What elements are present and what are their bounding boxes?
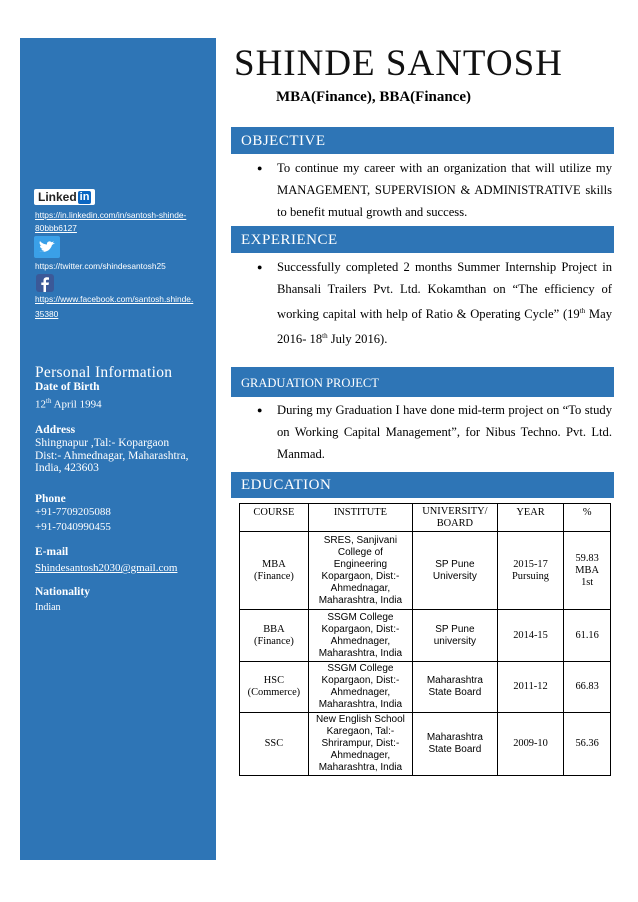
- institute-cell: New English School Karegaon, Tal:- Shrirampur, Dist:- Ahmednager, Maharashtra, India: [308, 713, 412, 776]
- linkedin-icon: in: [79, 190, 90, 203]
- education-table: [239, 503, 611, 776]
- candidate-degree: MBA(Finance), BBA(Finance): [276, 89, 471, 105]
- year-cell: 2014-15: [497, 610, 564, 662]
- table-header-row: [240, 504, 611, 532]
- candidate-name: SHINDE SANTOSH: [234, 43, 563, 84]
- education-heading: EDUCATION: [241, 477, 332, 493]
- year-cell: 2009-10: [497, 713, 564, 776]
- institute-cell: SRES, Sanjivani College of Engineering Kopargaon, Dist:- Ahmednagar, Maharashtra, India: [308, 532, 412, 610]
- board-cell: SP Pune university: [413, 610, 498, 662]
- graduation-paragraph: ● During my Graduation I have done mid-term project on “To study on Working Capital Management”, for Nibus Techno. Pvt. Ltd. Manmad.: [257, 399, 612, 465]
- header-course: COURSE: [240, 504, 309, 532]
- address-label: Address: [35, 424, 76, 436]
- experience-heading: EXPERIENCE: [241, 232, 338, 248]
- experience-paragraph: ● Successfully completed 2 months Summer Internship Project in Bhansali Trailers Pvt. Ltd. Kokamthan on “The efficiency of working capital with help of Ratio & Operating Cycle” (19th May 2016- 18th July 2016).: [257, 256, 612, 350]
- email-link[interactable]: Shindesantosh2030@gmail.com: [35, 562, 178, 574]
- bullet-icon: ●: [257, 163, 263, 173]
- twitter-link[interactable]: https://twitter.com/shindesantosh25: [35, 261, 166, 271]
- table-row: [240, 532, 611, 610]
- institute-cell: SSGM College Kopargaon, Dist:- Ahmednager, Maharashtra, India: [308, 610, 412, 662]
- nationality-label: Nationality: [35, 586, 90, 598]
- percent-cell: 59.83 MBA 1st: [564, 532, 611, 610]
- graduation-heading-bar: [231, 367, 614, 397]
- email-label: E-mail: [35, 546, 69, 558]
- linkedin-logo[interactable]: [34, 188, 95, 206]
- bullet-icon: ●: [257, 262, 263, 272]
- table-row: [240, 610, 611, 662]
- sidebar: [20, 38, 216, 860]
- percent-cell: 66.83: [564, 662, 611, 713]
- header-university: UNIVERSITY/ BOARD: [413, 504, 498, 532]
- course-cell: BBA (Finance): [240, 610, 309, 662]
- objective-heading-bar: [231, 127, 614, 154]
- experience-heading-bar: [231, 226, 614, 253]
- objective-heading: OBJECTIVE: [241, 133, 326, 149]
- linkedin-logo-text: Linked: [38, 190, 77, 204]
- course-cell: SSC: [240, 713, 309, 776]
- phone-value: +91-7709205088 +91-7040990455: [35, 506, 111, 533]
- bullet-icon: ●: [257, 405, 263, 415]
- phone-label: Phone: [35, 493, 66, 505]
- address-value: Shingnapur ,Tal:- Kopargaon Dist:- Ahmednagar, Maharashtra, India, 423603: [35, 437, 189, 474]
- twitter-icon[interactable]: [34, 236, 60, 263]
- linkedin-link[interactable]: https://in.linkedin.com/in/santosh-shinde- 80bbb6127: [35, 210, 187, 233]
- header-institute: INSTITUTE: [308, 504, 412, 532]
- year-cell: 2011-12: [497, 662, 564, 713]
- nationality-value: Indian: [35, 602, 61, 613]
- course-cell: MBA (Finance): [240, 532, 309, 610]
- year-cell: 2015-17 Pursuing: [497, 532, 564, 610]
- course-cell: HSC (Commerce): [240, 662, 309, 713]
- personal-info-heading: Personal Information: [35, 364, 173, 381]
- dob-value: 12th April 1994: [35, 397, 102, 411]
- dob-label: Date of Birth: [35, 381, 100, 393]
- table-row: [240, 662, 611, 713]
- header-year: YEAR: [497, 504, 564, 532]
- graduation-heading: GRADUATION PROJECT: [241, 376, 379, 390]
- board-cell: Maharashtra State Board: [413, 713, 498, 776]
- header-percent: %: [564, 504, 611, 532]
- board-cell: Maharashtra State Board: [413, 662, 498, 713]
- percent-cell: 56.36: [564, 713, 611, 776]
- education-heading-bar: [231, 472, 614, 498]
- percent-cell: 61.16: [564, 610, 611, 662]
- objective-paragraph: ● To continue my career with an organization that will utilize my MANAGEMENT, SUPERVISION & ADMINISTRATIVE skills to benefit mutual growth and success.: [257, 157, 612, 223]
- institute-cell: SSGM College Kopargaon, Dist:- Ahmednager, Maharashtra, India: [308, 662, 412, 713]
- board-cell: SP Pune University: [413, 532, 498, 610]
- table-row: [240, 713, 611, 776]
- facebook-link[interactable]: https://www.facebook.com/santosh.shinde. 35380: [35, 294, 194, 319]
